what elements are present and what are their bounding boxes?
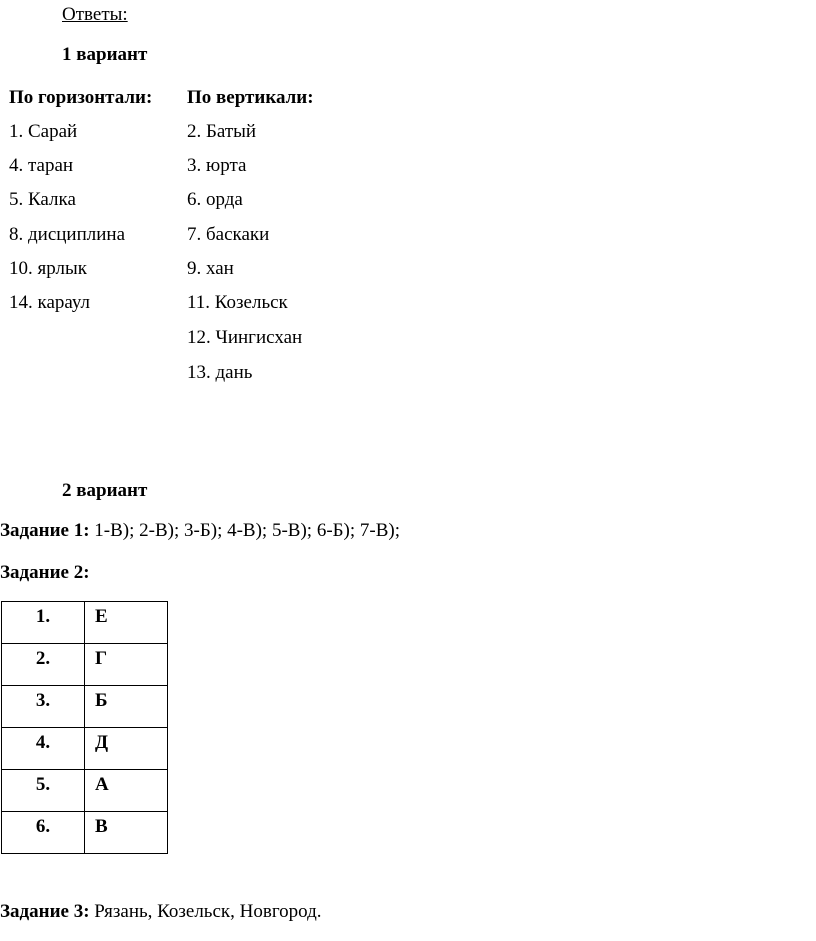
table-cell-number: 4. (2, 728, 85, 770)
vertical-heading: По вертикали: (187, 87, 314, 108)
table-cell-letter: Е (85, 602, 168, 644)
vertical-item: 2. Батый (187, 121, 257, 142)
task-1-answer: 1-В); 2-В); 3-Б); 4-В); 5-В); 6-Б); 7-В); (89, 520, 401, 541)
horizontal-item: 4. таран (9, 155, 74, 176)
table-row (2, 686, 168, 728)
table-cell-number: 3. (2, 686, 85, 728)
horizontal-item: 10. ярлык (9, 258, 87, 279)
table-row (2, 770, 168, 812)
table-row (2, 602, 168, 644)
task-3-answer: Рязань, Козельск, Новгород. (89, 901, 322, 922)
variant-1-heading: 1 вариант (62, 44, 148, 65)
horizontal-item: 8. дисциплина (9, 224, 126, 245)
vertical-item: 3. юрта (187, 155, 247, 176)
table-cell-number: 2. (2, 644, 85, 686)
table-cell-letter: Г (85, 644, 168, 686)
task-1-label: Задание 1: (0, 520, 90, 541)
horizontal-item: 14. караул (9, 292, 90, 313)
table-row (2, 728, 168, 770)
task-3-line (0, 901, 322, 923)
horizontal-item: 5. Калка (9, 189, 76, 210)
task-2-table (1, 601, 168, 854)
vertical-item: 12. Чингисхан (187, 327, 303, 348)
table-cell-number: 5. (2, 770, 85, 812)
vertical-item: 11. Козельск (187, 292, 288, 313)
table-cell-number: 6. (2, 812, 85, 854)
table-cell-letter: В (85, 812, 168, 854)
vertical-item: 7. баскаки (187, 224, 270, 245)
table-cell-number: 1. (2, 602, 85, 644)
vertical-item: 6. орда (187, 189, 243, 210)
horizontal-item: 1. Сарай (9, 121, 78, 142)
table-cell-letter: Д (85, 728, 168, 770)
table-row (2, 812, 168, 854)
task-1-line (0, 520, 400, 542)
task-3-label: Задание 3: (0, 901, 90, 922)
task-2-label: Задание 2: (0, 562, 90, 583)
vertical-item: 13. дань (187, 362, 253, 383)
horizontal-heading: По горизонтали: (9, 87, 153, 108)
vertical-item: 9. хан (187, 258, 234, 279)
table-cell-letter: А (85, 770, 168, 812)
variant-2-heading: 2 вариант (62, 480, 148, 501)
answers-title: Ответы: (62, 4, 128, 25)
table-row (2, 644, 168, 686)
table-cell-letter: Б (85, 686, 168, 728)
